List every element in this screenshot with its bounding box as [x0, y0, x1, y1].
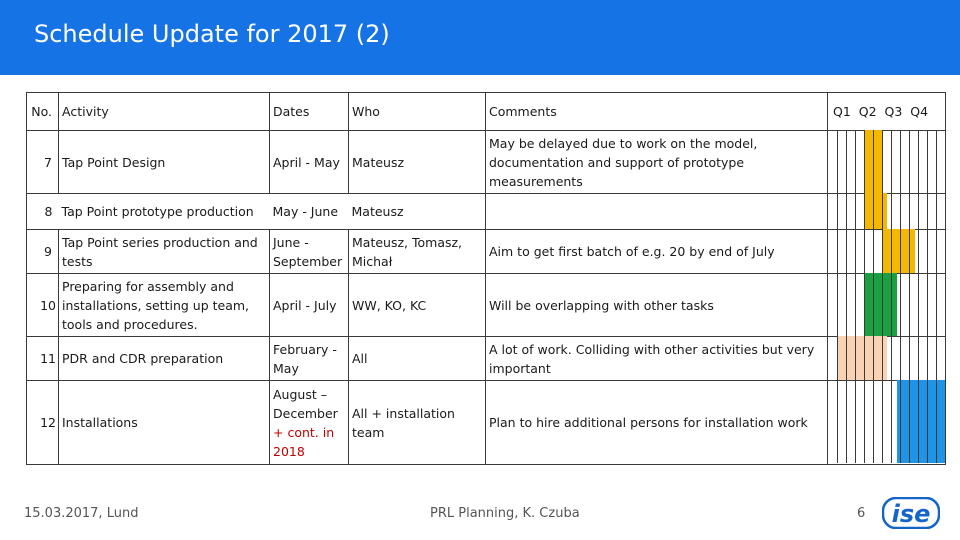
row-comments: A lot of work. Colliding with other activities but very important: [486, 337, 828, 381]
gantt-chart: [837, 130, 945, 463]
gantt-month-line: [918, 130, 919, 463]
header-activity: Activity: [59, 93, 270, 131]
gantt-month-line: [864, 130, 865, 463]
gantt-bar-pdr-cdr: [837, 336, 887, 380]
row-who: Mateusz, Tomasz, Michał: [349, 230, 486, 274]
row-comments: Aim to get first batch of e.g. 20 by end of July: [486, 230, 828, 274]
table-row: [27, 337, 946, 381]
row-activity: Tap Point series production and tests: [59, 230, 270, 274]
table-row: [27, 131, 946, 194]
gantt-bar-tap-point-prototype: [864, 193, 887, 229]
gantt-month-line: [846, 130, 847, 463]
row-dates: April - May: [270, 131, 349, 194]
gantt-month-line: [909, 130, 910, 463]
row-no: 9: [27, 230, 59, 274]
header-q4: Q4: [910, 104, 929, 119]
title-bar: [0, 0, 960, 75]
row-dates: May - June: [270, 194, 349, 230]
row-activity: PDR and CDR preparation: [59, 337, 270, 381]
header-comments: Comments: [486, 93, 828, 131]
row-comments: [486, 194, 828, 230]
row-who: All: [349, 337, 486, 381]
table-row: [27, 194, 946, 230]
header-no: No.: [27, 93, 59, 131]
row-dates: [270, 381, 349, 465]
row-comments: Plan to hire additional persons for installation work: [486, 381, 828, 465]
table-row: [27, 274, 946, 337]
row-activity: Tap Point prototype production: [59, 194, 270, 230]
gantt-bar-installations: [897, 380, 945, 463]
table-row: [27, 230, 946, 274]
table-header-row: [27, 93, 946, 131]
table-row: [27, 381, 946, 465]
header-quarters: [828, 93, 946, 131]
header-q1: Q1: [833, 104, 851, 119]
row-no: 8: [27, 194, 59, 230]
gantt-month-line: [900, 130, 901, 463]
header-who: Who: [349, 93, 486, 131]
row-activity: Tap Point Design: [59, 131, 270, 194]
gantt-month-line: [936, 130, 937, 463]
schedule-table: [26, 92, 946, 465]
row-who: All + installation team: [349, 381, 486, 465]
row-activity: Installations: [59, 381, 270, 465]
row-no: 7: [27, 131, 59, 194]
row-dates-continuation: + cont. in 2018: [273, 424, 335, 459]
row-no: 12: [27, 381, 59, 465]
gantt-month-line: [855, 130, 856, 463]
gantt-bar-assembly-preparation: [864, 273, 897, 336]
row-who: Mateusz: [349, 131, 486, 194]
gantt-month-line: [891, 130, 892, 463]
gantt-month-line: [837, 130, 838, 463]
ise-logo-icon: [882, 497, 940, 529]
header-dates: Dates: [270, 93, 349, 131]
row-who: WW, KO, KC: [349, 274, 486, 337]
row-who: Mateusz: [349, 194, 486, 230]
header-q3: Q3: [884, 104, 903, 119]
row-no: 11: [27, 337, 59, 381]
slide-title: Schedule Update for 2017 (2): [34, 20, 390, 48]
page-number: 6: [857, 506, 866, 521]
row-dates-main: August – December: [273, 386, 338, 421]
footer-date-place: 15.03.2017, Lund: [24, 506, 139, 521]
svg-text:ise: ise: [891, 500, 931, 528]
gantt-month-line: [882, 130, 883, 463]
row-no: 10: [27, 274, 59, 337]
row-comments: May be delayed due to work on the model, documentation and support of prototype measurements: [486, 131, 828, 194]
row-dates: June - September: [270, 230, 349, 274]
footer-presentation: PRL Planning, K. Czuba: [430, 506, 580, 521]
gantt-month-line: [873, 130, 874, 463]
row-comments: Will be overlapping with other tasks: [486, 274, 828, 337]
row-activity: Preparing for assembly and installations, setting up team, tools and procedures.: [59, 274, 270, 337]
gantt-month-line: [927, 130, 928, 463]
row-dates: April - July: [270, 274, 349, 337]
header-q2: Q2: [858, 104, 877, 119]
gantt-bar-tap-point-series: [882, 229, 915, 273]
row-dates: February - May: [270, 337, 349, 381]
